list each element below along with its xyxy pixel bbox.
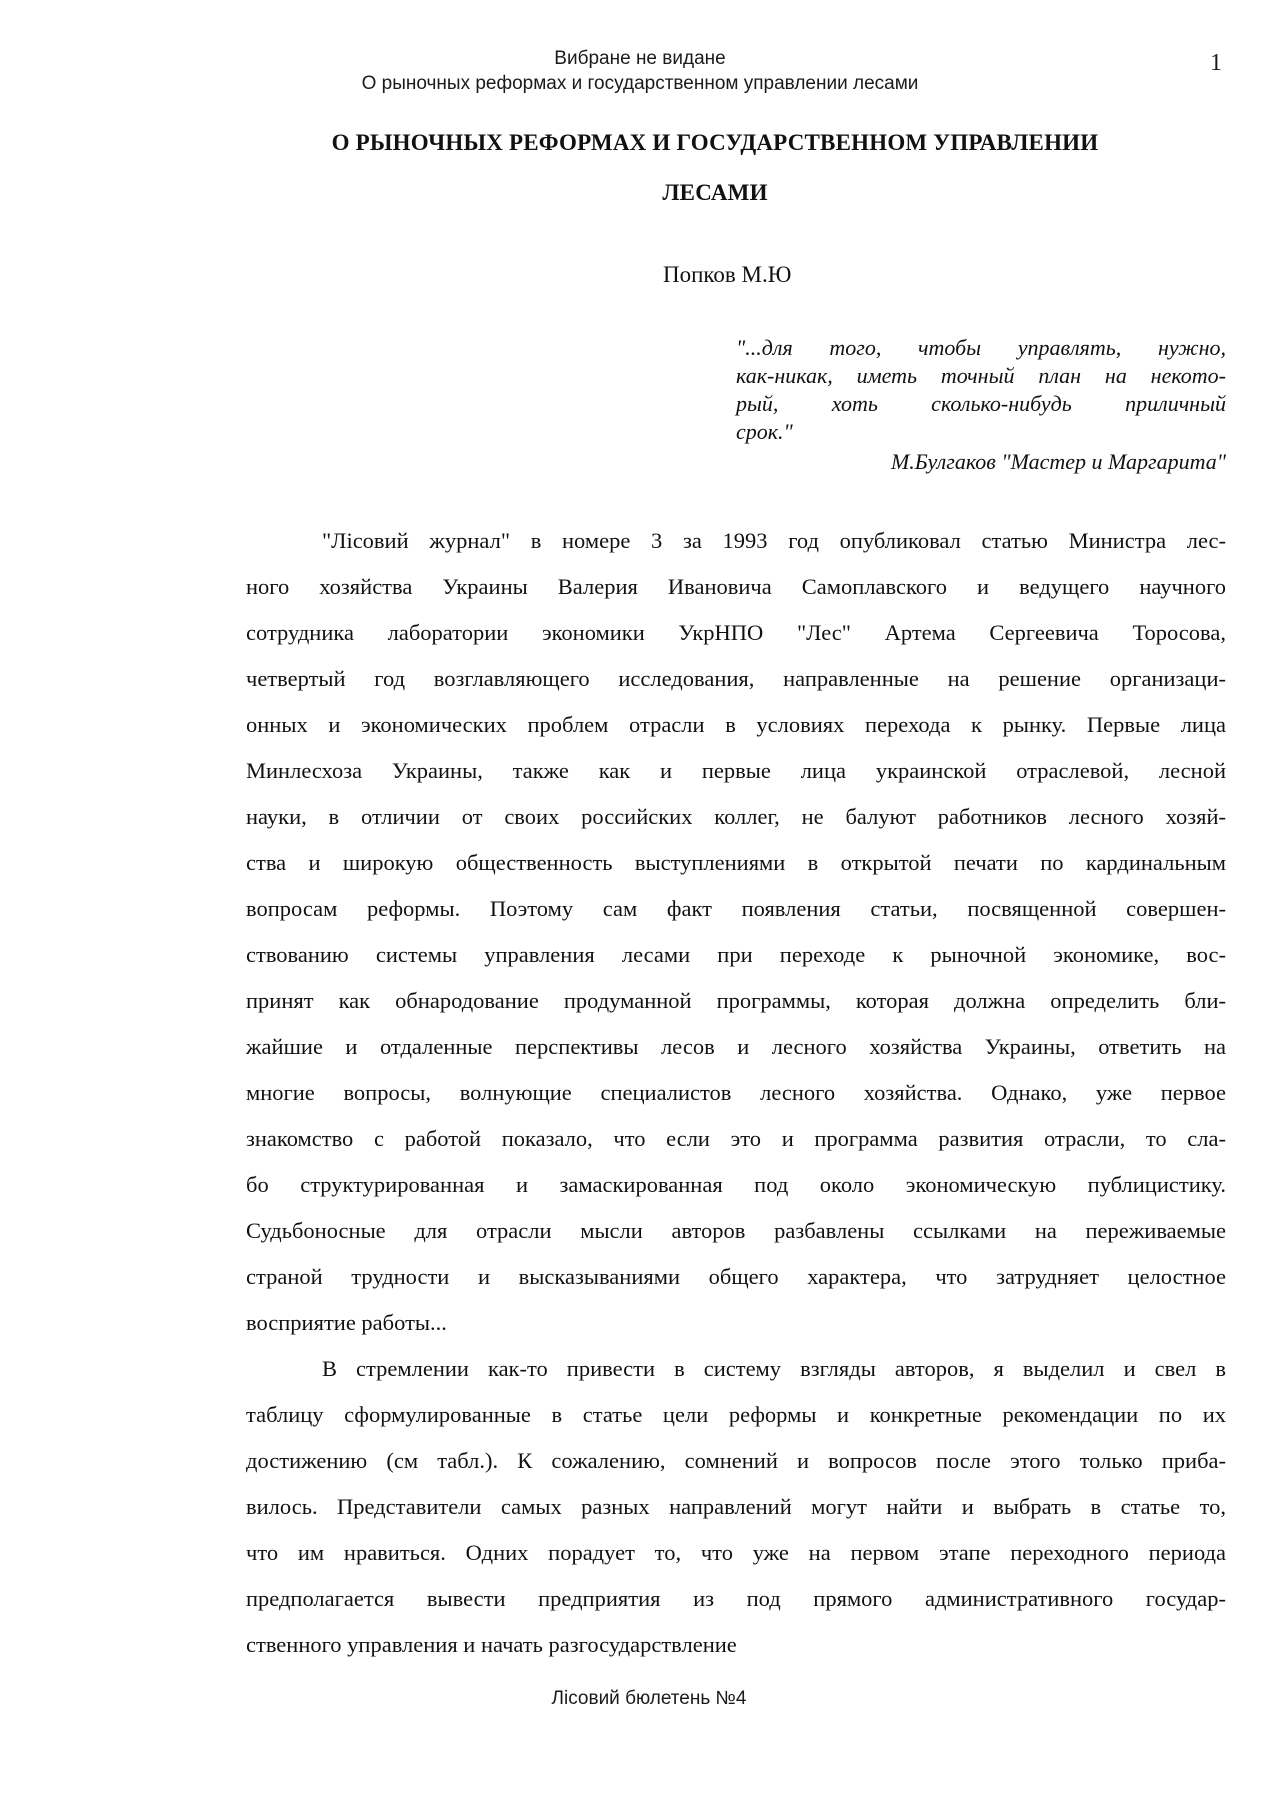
epigraph — [736, 334, 1226, 476]
epigraph-line: рый, хоть сколько-нибудь приличный — [736, 391, 1226, 416]
article-title-line-1: О РЫНОЧНЫХ РЕФОРМАХ И ГОСУДАРСТВЕННОМ УПРАВЛЕНИИ — [331, 130, 1099, 155]
running-header — [0, 46, 1280, 96]
footer-publication: Лісовий бюлетень №4 — [551, 1688, 747, 1709]
author: Попков М.Ю — [663, 262, 792, 287]
text-line: онных и экономических проблем отрасли в условиях перехода к рынку. Первые лица — [246, 712, 1226, 737]
text-line: ствованию системы управления лесами при переходе к рыночной экономике, вос- — [246, 942, 1226, 967]
text-line: принят как обнародование продуманной программы, которая должна определить бли- — [246, 988, 1226, 1013]
text-line: четвертый год возглавляющего исследования, направленные на решение организаци- — [246, 666, 1226, 691]
text-line: достижению (см табл.). К сожалению, сомнений и вопросов после этого только приба- — [246, 1448, 1226, 1473]
epigraph-line: как-никак, иметь точный план на некото- — [736, 363, 1226, 388]
text-line: знакомство с работой показало, что если это и программа развития отрасли, то сла- — [246, 1126, 1226, 1151]
paragraph — [246, 1346, 1226, 1668]
text-line: что им нравиться. Одних порадует то, что уже на первом этапе переходного периода — [246, 1540, 1226, 1565]
text-line: многие вопросы, волнующие специалистов лесного хозяйства. Однако, уже первое — [246, 1080, 1226, 1105]
text-line: ственного управления и начать разгосударствление — [246, 1632, 737, 1657]
epigraph-line: "...для того, чтобы управлять, нужно, — [736, 335, 1226, 360]
text-line: "Лісовий журнал" в номере 3 за 1993 год опубликовал статью Министра лес- — [322, 528, 1226, 553]
text-line: бо структурированная и замаскированная под около экономическую публицистику. — [246, 1172, 1226, 1197]
epigraph-attribution: М.Булгаков "Мастер и Маргарита" — [890, 449, 1226, 474]
text-line: В стремлении как-то привести в систему взгляды авторов, я выделил и свел в — [322, 1356, 1226, 1381]
text-line: сотрудника лаборатории экономики УкрНПО "Лес" Артема Сергеевича Торосова, — [246, 620, 1226, 645]
text-line: таблицу сформулированные в статье цели реформы и конкретные рекомендации по их — [246, 1402, 1226, 1427]
header-collection-title: Вибране не видане — [554, 48, 726, 69]
header-article-title: О рыночных реформах и государственном управлении лесами — [361, 73, 919, 94]
text-line: вилось. Представители самых разных направлений могут найти и выбрать в статье то, — [246, 1494, 1226, 1519]
text-line: Минлесхоза Украины, также как и первые лица украинской отраслевой, лесной — [246, 758, 1226, 783]
text-line: вопросам реформы. Поэтому сам факт появления статьи, посвященной совершен- — [246, 896, 1226, 921]
article-title — [0, 118, 1280, 218]
text-line: восприятие работы... — [246, 1310, 447, 1335]
text-line: страной трудности и высказываниями общего характера, что затрудняет целостное — [246, 1264, 1226, 1289]
text-line: ства и широкую общественность выступлениями в открытой печати по кардинальным — [246, 850, 1226, 875]
running-footer — [0, 1688, 1280, 1710]
text-line: Судьбоносные для отрасли мысли авторов разбавлены ссылками на переживаемые — [246, 1218, 1226, 1243]
article-body — [246, 518, 1226, 1668]
text-line: ного хозяйства Украины Валерия Ивановича Самоплавского и ведущего научного — [246, 574, 1226, 599]
article-title-line-2: ЛЕСАМИ — [662, 180, 768, 205]
epigraph-line: срок." — [736, 419, 793, 444]
text-line: науки, в отличии от своих российских коллег, не балуют работников лесного хозяй- — [246, 804, 1226, 829]
text-line: жайшие и отдаленные перспективы лесов и лесного хозяйства Украины, ответить на — [246, 1034, 1226, 1059]
paragraph — [246, 518, 1226, 1346]
page-number: 1 — [1210, 50, 1222, 76]
text-line: предполагается вывести предприятия из под прямого административного государ- — [246, 1586, 1226, 1611]
